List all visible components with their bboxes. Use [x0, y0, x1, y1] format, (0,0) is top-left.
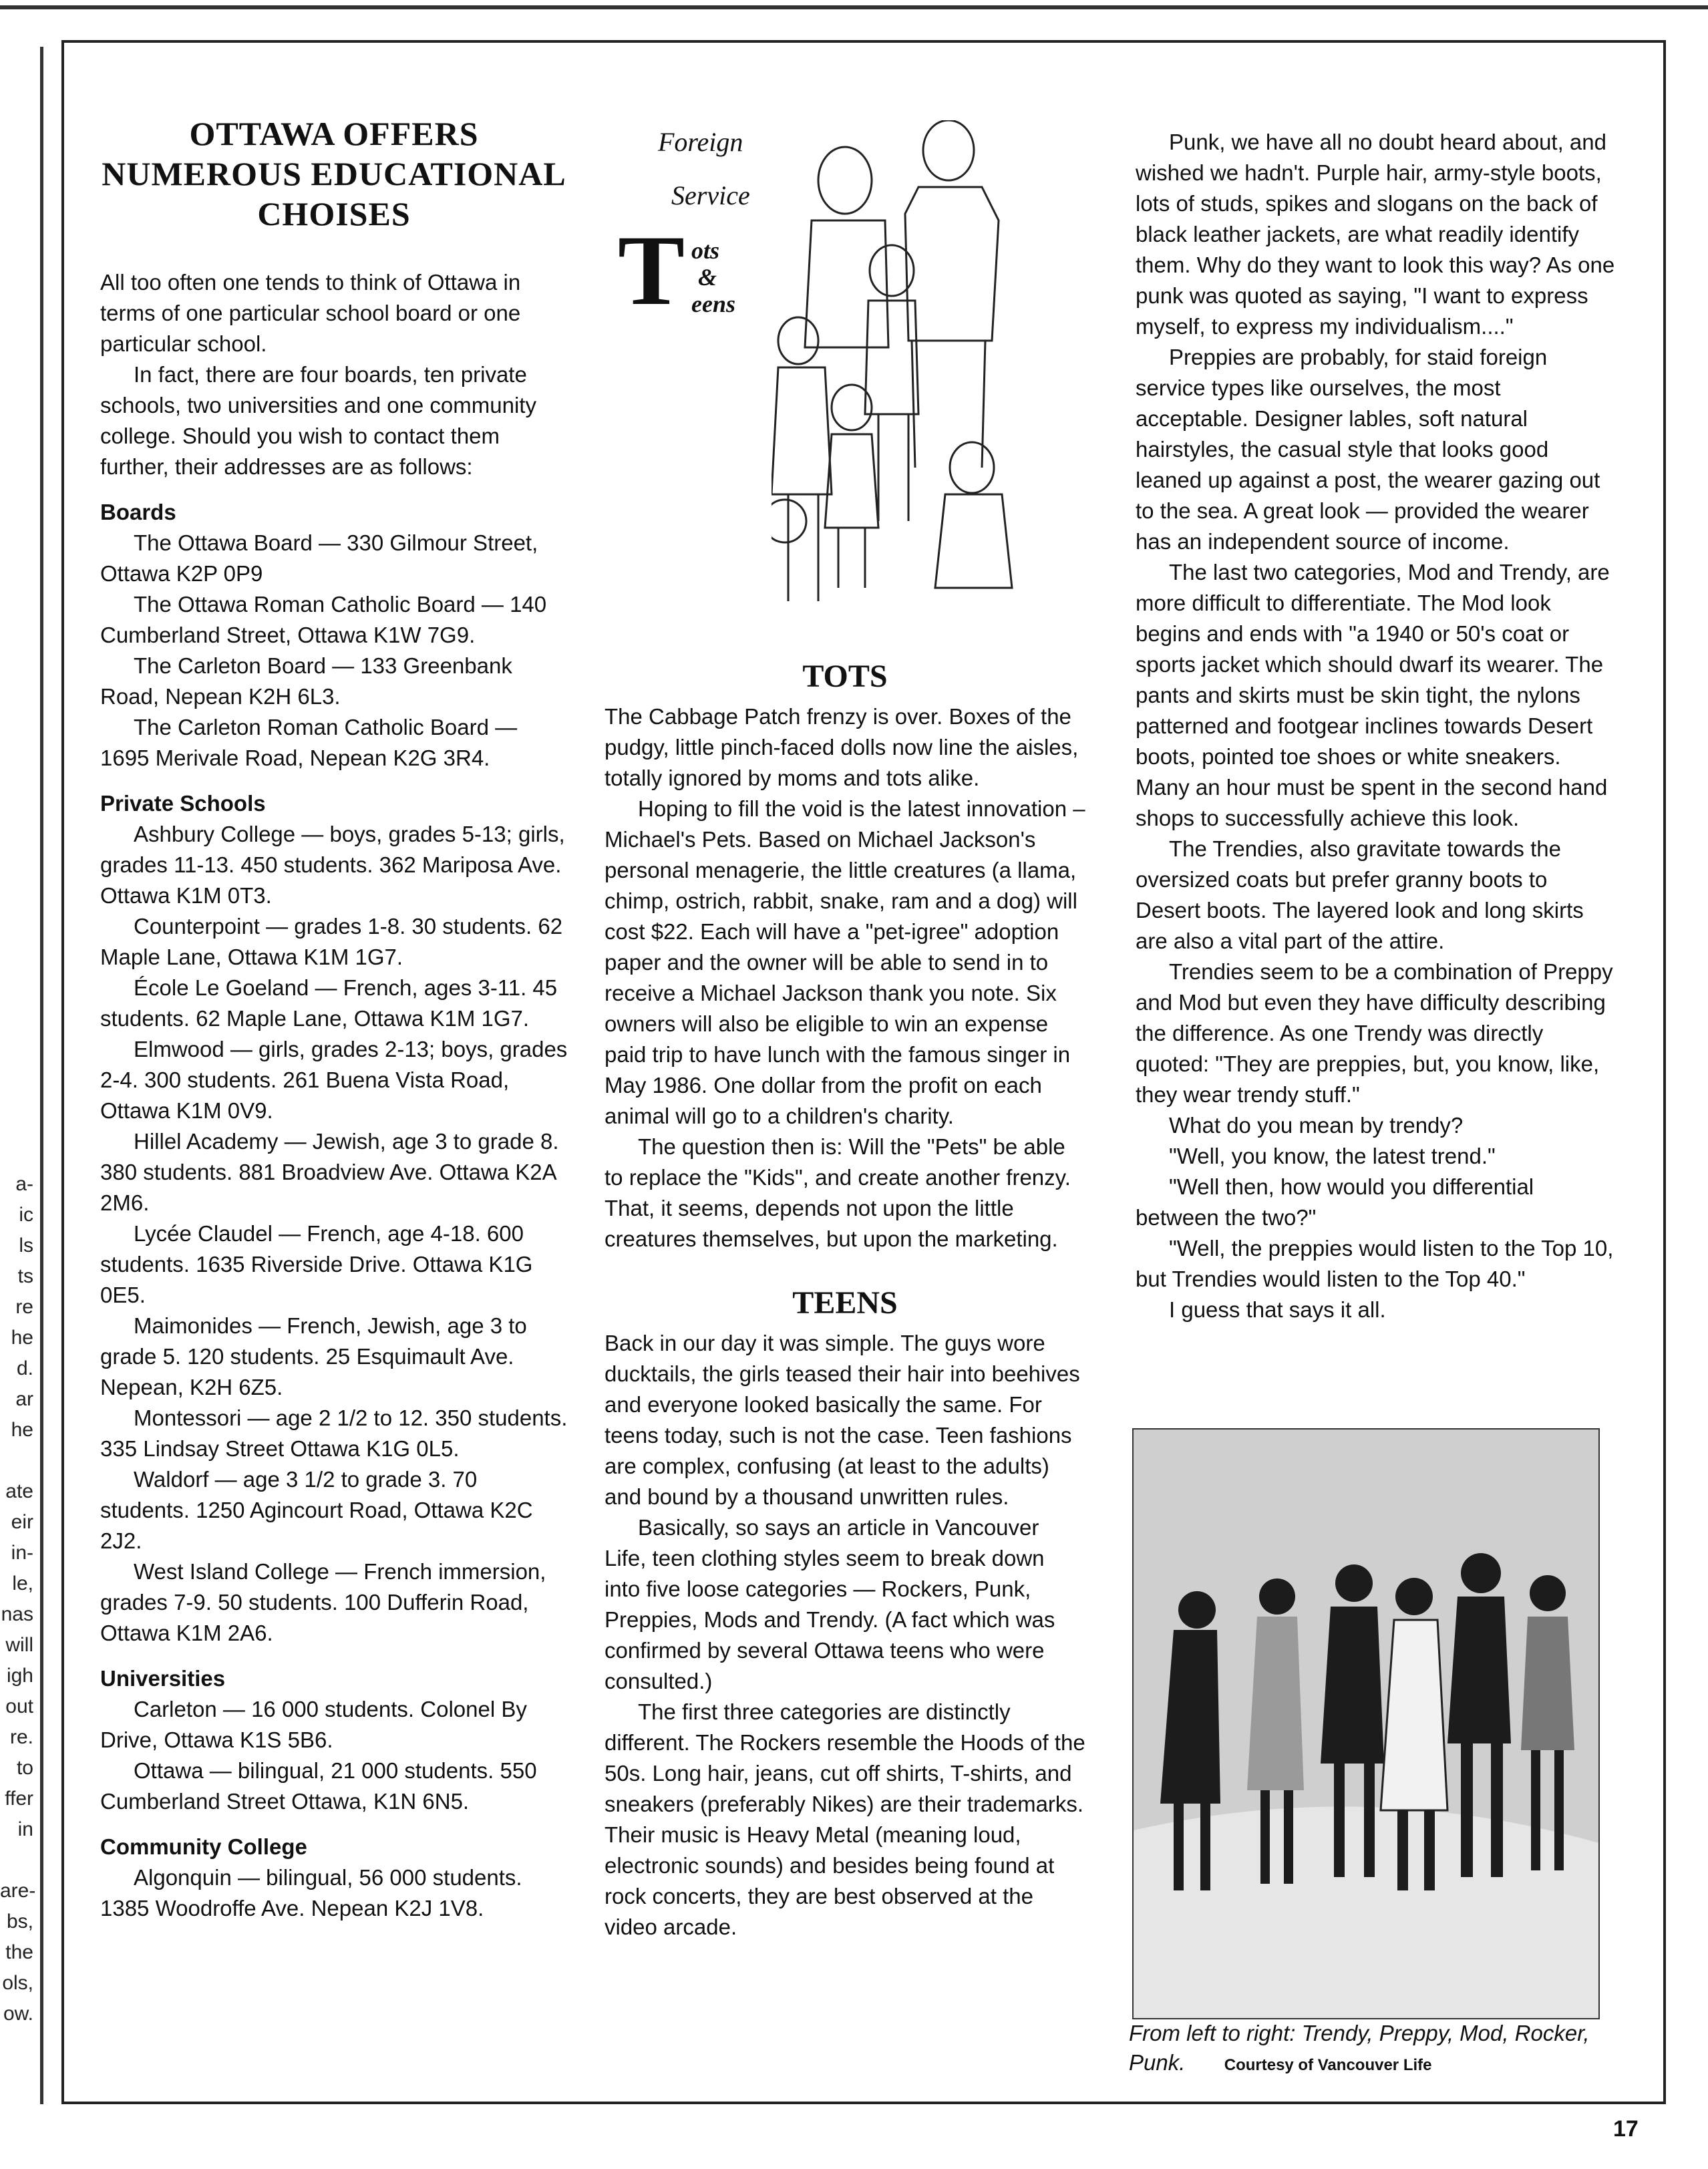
bleed-fragment: d.	[16, 1357, 33, 1379]
teens-heading: TEENS	[792, 1285, 898, 1321]
school-entry: The Carleton Board — 133 Greenbank Road, Nepean K2H 6L3.	[100, 653, 512, 709]
tots-paragraph: The question then is: Will the "Pets" be able to replace the "Kids", and create another frenzy. That, it seems, depends not upon the little creatures themselves, but upon the marketing.	[605, 1134, 1071, 1251]
bleed-fragment: ffer	[5, 1788, 33, 1810]
bleed-fragment: out	[5, 1695, 33, 1717]
bleed-fragment: in	[17, 1818, 33, 1840]
school-entry: The Carleton Roman Catholic Board — 1695 Merivale Road, Nepean K2G 3R4.	[100, 715, 518, 770]
school-entry: Maimonides — French, Jewish, age 3 to grade 5. 120 students. 25 Esquimault Ave. Nepean, K2H 6Z5.	[100, 1313, 527, 1399]
bleed-fragment: the	[5, 1941, 33, 1963]
bleed-fragment: bs,	[6, 1910, 33, 1933]
tots-paragraph: Hoping to fill the void is the latest innovation – Michael's Pets. Based on Michael Jackson's personal menagerie, the little creatures (a llama, chimp, ostrich, rabbit, snake, ram and a dog) will cost $22. Each will have a "pet-igree" adoption paper and the owner will be able to send in to receive a Michael Jackson thank you note. Six owners will also be eligible to win an expense paid trip to have lunch with the famous singer in May 1986. One dollar from the profit on each animal will go to a children's charity.	[605, 796, 1085, 1128]
bleed-fragment: ts	[17, 1265, 33, 1287]
bleed-fragment: he	[11, 1327, 33, 1349]
school-entry: West Island College — French immersion, grades 7-9. 50 students. 100 Dufferin Road, Ottawa K1M 2A6.	[100, 1559, 546, 1645]
children-illustration	[772, 120, 1052, 628]
tots-heading: TOTS	[802, 659, 888, 694]
bleed-fragment: a-	[15, 1173, 33, 1195]
school-entry: Counterpoint — grades 1-8. 30 students. 62 Maple Lane, Ottawa K1M 1G7.	[100, 914, 563, 969]
logo-dropcap: T	[618, 215, 685, 326]
article-headline	[100, 114, 568, 234]
logo-ots: ots	[691, 237, 720, 264]
teen-fashion-photo	[1132, 1428, 1600, 2019]
school-entry: Algonquin — bilingual, 56 000 students. 1385 Woodroffe Ave. Nepean K2J 1V8.	[100, 1865, 522, 1921]
bleed-fragment: ar	[15, 1388, 33, 1410]
page-number: 17	[1613, 2116, 1639, 2142]
tots-paragraph: The Cabbage Patch frenzy is over. Boxes of the pudgy, little pinch-faced dolls now line the aisles, totally ignored by moms and tots alike.	[605, 704, 1079, 790]
bleed-fragment: nas	[1, 1603, 33, 1625]
column-tots-teens	[605, 661, 1085, 1943]
styles-paragraph: The last two categories, Mod and Trendy, are more difficult to differentiate. The Mod look begins and ends with "a 1940 or 50's coat or sports jacket which should dwarf its wearer. The pants and skirts must be skin tight, the nylons patterned and footgear inclines towards Desert boots, pointed toe shoes or white sneakers. Many an hour must be spent in the second hand shops to successfully achieve this look.	[1136, 560, 1610, 830]
school-entry: Carleton — 16 000 students. Colonel By Drive, Ottawa K1S 5B6.	[100, 1697, 527, 1752]
bleed-fragment: igh	[6, 1665, 33, 1687]
adjacent-page-edge	[0, 47, 43, 2104]
bleed-fragment	[0, 1446, 40, 1476]
bleed-fragment: ols,	[2, 1972, 33, 1994]
section-heading: Community College	[100, 1834, 307, 1859]
bleed-fragment: re.	[9, 1726, 33, 1748]
intro-paragraph: In fact, there are four boards, ten private schools, two universities and one community college. Should you wish to contact them further, their addresses are as follows:	[100, 362, 536, 479]
top-rule	[0, 5, 1708, 9]
styles-paragraph: "Well then, how would you differential between the two?"	[1136, 1174, 1534, 1230]
bleed-fragment: he	[11, 1419, 33, 1441]
column-teen-styles	[1136, 127, 1616, 1325]
teens-paragraph: The first three categories are distinctly different. The Rockers resemble the Hoods of the 50s. Long hair, jeans, cut off shirts, T-shirts, and sneakers (preferably Nikes) are their trademarks. Their music is Heavy Metal (meaning loud, electronic sounds) and besides being found at rock concerts, they are best observed at the video arcade.	[605, 1699, 1085, 1939]
caption-courtesy: Courtesy of Vancouver Life	[1224, 2056, 1432, 2074]
school-entry: Montessori — age 2 1/2 to 12. 350 students. 335 Lindsay Street Ottawa K1G 0L5.	[100, 1405, 568, 1461]
school-entry: Hillel Academy — Jewish, age 3 to grade 8. 380 students. 881 Broadview Ave. Ottawa K2A 2M6.	[100, 1129, 559, 1215]
bleed-fragment: are-	[0, 1880, 36, 1902]
bleed-fragment: le,	[12, 1572, 33, 1595]
school-entry: The Ottawa Board — 330 Gilmour Street, Ottawa K2P 0P9	[100, 530, 538, 586]
caption-text: From left to right: Trendy, Preppy, Mod, Rocker, Punk.	[1129, 2021, 1590, 2075]
school-entry: Ottawa — bilingual, 21 000 students. 550 Cumberland Street Ottawa, K1N 6N5.	[100, 1758, 537, 1814]
teens-paragraph: Back in our day it was simple. The guys wore ducktails, the girls teased their hair into beehives and everyone looked basically the same. For teens today, such is not the case. Teen fashions are complex, confusing (at least to the adults) and bound by a thousand unwritten rules.	[605, 1331, 1080, 1509]
logo-eens: eens	[691, 291, 735, 317]
school-entry: Lycée Claudel — French, age 4-18. 600 students. 1635 Riverside Drive. Ottawa K1G 0E5.	[100, 1221, 533, 1307]
teens-paragraph: Basically, so says an article in Vancouver Life, teen clothing styles seem to break down into five loose categories — Rockers, Punk, Preppies, Mods and Trendy. (A fact which was confirmed by several Ottawa teens who were consulted.)	[605, 1515, 1055, 1693]
styles-paragraph: Trendies seem to be a combination of Preppy and Mod but even they have difficulty describing the difference. As one Trendy was directly quoted: "They are preppies, but, you know, like, they wear trendy stuff."	[1136, 959, 1613, 1107]
bleed-fragment: to	[16, 1757, 33, 1779]
bleed-fragment: in-	[11, 1542, 33, 1564]
styles-paragraph: Preppies are probably, for staid foreign service types like ourselves, the most acceptable. Designer lables, soft natural hairstyles, the casual style that looks good leaned up against a post, the wearer gazing out to the sea. A great look — provided the wearer has an independent source of income.	[1136, 345, 1600, 554]
bleed-fragment	[0, 1845, 40, 1876]
school-entry: Ashbury College — boys, grades 5-13; girls, grades 11-13. 450 students. 362 Mariposa Ave. Ottawa K1M 0T3.	[100, 822, 565, 908]
styles-paragraph: I guess that says it all.	[1169, 1297, 1386, 1322]
styles-paragraph: The Trendies, also gravitate towards the oversized coats but prefer granny boots to Desert boots. The layered look and long skirts are also a vital part of the attire.	[1136, 836, 1584, 953]
bleed-fragment: eir	[11, 1511, 33, 1533]
bleed-fragment: re	[15, 1296, 33, 1318]
headline-line: NUMEROUS EDUCATIONAL	[102, 155, 566, 192]
logo-service: Service	[671, 180, 750, 210]
school-sections	[100, 497, 568, 1924]
school-entry: Waldorf — age 3 1/2 to grade 3. 70 students. 1250 Agincourt Road, Ottawa K2C 2J2.	[100, 1467, 533, 1553]
styles-paragraph: "Well, you know, the latest trend."	[1169, 1144, 1496, 1168]
logo-amp: &	[698, 264, 717, 291]
headline-line: CHOISES	[257, 195, 411, 232]
school-entry: Elmwood — girls, grades 2-13; boys, grades 2-4. 300 students. 261 Buena Vista Road, Ottawa K1M 0V9.	[100, 1037, 568, 1123]
bleed-fragment: will	[5, 1634, 33, 1656]
bleed-fragment: ate	[5, 1480, 33, 1502]
photo-caption	[1129, 2019, 1610, 2080]
section-heading: Boards	[100, 500, 176, 524]
school-entry: École Le Goeland — French, ages 3-11. 45 students. 62 Maple Lane, Ottawa K1M 1G7.	[100, 975, 558, 1031]
column-schools	[100, 267, 568, 1924]
logo-foreign: Foreign	[658, 127, 743, 157]
school-entry: The Ottawa Roman Catholic Board — 140 Cumberland Street, Ottawa K1W 7G9.	[100, 592, 547, 647]
section-heading: Private Schools	[100, 791, 266, 816]
bleed-fragment: ic	[19, 1204, 33, 1226]
bleed-fragment: ow.	[3, 2003, 33, 2025]
photo-figures	[1134, 1430, 1600, 2019]
styles-paragraph: What do you mean by trendy?	[1169, 1113, 1464, 1138]
styles-paragraph: Punk, we have all no doubt heard about, and wished we hadn't. Purple hair, army-style boots, lots of studs, spikes and slogans on the back of black leather jackets, are what readily identify them. Why do they want to look this way? As one punk was quoted as saying, "I want to express myself, to express my individualism...."	[1136, 130, 1615, 339]
bleed-fragment: ls	[19, 1234, 33, 1257]
intro-paragraph: All too often one tends to think of Ottawa in terms of one particular school board or one particular school.	[100, 270, 521, 356]
styles-paragraph: "Well, the preppies would listen to the Top 10, but Trendies would listen to the Top 40."	[1136, 1236, 1614, 1291]
headline-line: OTTAWA OFFERS	[189, 115, 479, 152]
section-heading: Universities	[100, 1666, 226, 1691]
tots-teens-logo	[605, 120, 1085, 628]
